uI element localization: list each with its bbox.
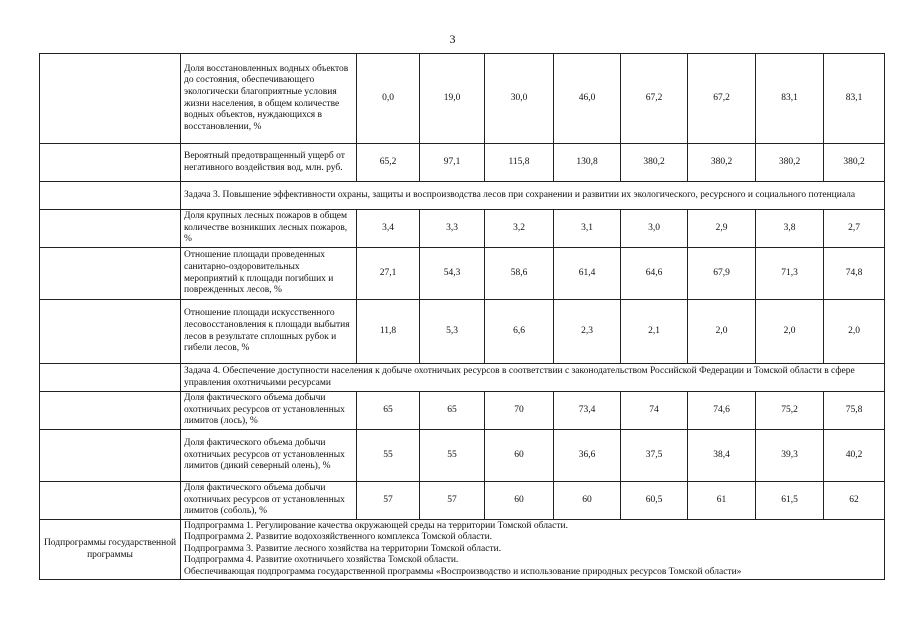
indicator-value: 2,0: [688, 300, 756, 364]
indicator-value: 62: [824, 482, 885, 520]
indicator-value: 38,4: [688, 430, 756, 482]
indicator-value: 19,0: [420, 54, 485, 144]
indicator-value: 58,6: [485, 248, 554, 300]
indicator-value: 74,6: [688, 392, 756, 430]
indicator-value: 6,6: [485, 300, 554, 364]
indicator-value: 3,2: [485, 210, 554, 248]
indicator-value: 73,4: [554, 392, 621, 430]
indicator-value: 67,9: [688, 248, 756, 300]
indicator-row: [40, 430, 885, 482]
indicator-row: [40, 144, 885, 182]
blank-section-cell: [40, 248, 181, 300]
indicator-value: 115,8: [485, 144, 554, 182]
indicator-label: Доля восстановленных водных объектов до состояния, обеспечивающего экологически благоприятные условия жизни населения, в общем количестве водных объектов, нуждающихся в восстановлении, %: [181, 54, 357, 144]
indicator-value: 3,4: [357, 210, 420, 248]
indicator-value: 3,1: [554, 210, 621, 248]
indicator-label: Отношение площади искусственного лесовосстановления к площади выбытия лесов в результате сплошных рубок и гибели лесов, %: [181, 300, 357, 364]
task-row: [40, 364, 885, 392]
subprogram-item: Подпрограмма 1. Регулирование качества окружающей среды на территории Томской области.: [184, 520, 568, 531]
indicator-value: 380,2: [621, 144, 688, 182]
indicator-value: 61,4: [554, 248, 621, 300]
indicator-value: 74: [621, 392, 688, 430]
indicator-value: 2,3: [554, 300, 621, 364]
indicators-table: [39, 53, 885, 580]
indicator-value: 61,5: [756, 482, 824, 520]
subprograms-title: Подпрограммы государственной программы: [40, 520, 181, 580]
indicator-value: 2,7: [824, 210, 885, 248]
indicator-value: 67,2: [621, 54, 688, 144]
indicator-value: 75,8: [824, 392, 885, 430]
indicator-value: 55: [357, 430, 420, 482]
indicator-row: [40, 392, 885, 430]
blank-section-cell: [40, 392, 181, 430]
indicator-value: 2,9: [688, 210, 756, 248]
indicator-value: 2,0: [824, 300, 885, 364]
indicator-row: [40, 482, 885, 520]
indicator-value: 11,8: [357, 300, 420, 364]
indicator-value: 3,0: [621, 210, 688, 248]
indicator-value: 380,2: [688, 144, 756, 182]
subprograms-list: [181, 520, 885, 580]
indicator-value: 380,2: [824, 144, 885, 182]
indicator-value: 75,2: [756, 392, 824, 430]
task-row: [40, 182, 885, 210]
indicator-value: 97,1: [420, 144, 485, 182]
indicator-value: 5,3: [420, 300, 485, 364]
indicator-row: [40, 54, 885, 144]
indicator-value: 37,5: [621, 430, 688, 482]
table-body: [40, 54, 885, 580]
task-heading: Задача 3. Повышение эффективности охраны, защиты и воспроизводства лесов при сохранении и развитии их экологического, ресурсного и социального потенциала: [181, 182, 885, 210]
indicator-value: 54,3: [420, 248, 485, 300]
indicator-value: 60: [485, 482, 554, 520]
indicator-value: 2,1: [621, 300, 688, 364]
indicator-label: Доля крупных лесных пожаров в общем количестве возникших лесных пожаров, %: [181, 210, 357, 248]
indicator-row: [40, 300, 885, 364]
subprogram-item: Обеспечивающая подпрограмма государственной программы «Воспроизводство и использование природных ресурсов Томской области»: [184, 566, 742, 577]
indicator-label: Доля фактического объема добычи охотничьих ресурсов от установленных лимитов (соболь), %: [181, 482, 357, 520]
indicator-value: 83,1: [756, 54, 824, 144]
subprogram-item: Подпрограмма 4. Развитие охотничьего хозяйства Томской области.: [184, 555, 459, 566]
indicator-label: Вероятный предотвращенный ущерб от негативного воздействия вод, млн. руб.: [181, 144, 357, 182]
blank-section-cell: [40, 144, 181, 182]
indicator-value: 71,3: [756, 248, 824, 300]
blank-section-cell: [40, 210, 181, 248]
subprograms-row: [40, 520, 885, 580]
indicator-value: 61: [688, 482, 756, 520]
indicator-value: 65: [420, 392, 485, 430]
indicator-value: 39,3: [756, 430, 824, 482]
indicator-label: Отношение площади проведенных санитарно-оздоровительных мероприятий к площади погибших и поврежденных лесов, %: [181, 248, 357, 300]
indicator-value: 67,2: [688, 54, 756, 144]
task-heading: Задача 4. Обеспечение доступности населения к добыче охотничьих ресурсов в соответствии с законодательством Российской Федерации и Томской области в сфере управления охотничьими ресурсами: [181, 364, 885, 392]
subprogram-item: Подпрограмма 3. Развитие лесного хозяйства на территории Томской области.: [184, 543, 502, 554]
indicator-value: 0,0: [357, 54, 420, 144]
indicator-value: 3,3: [420, 210, 485, 248]
indicator-value: 60: [485, 430, 554, 482]
indicator-value: 3,8: [756, 210, 824, 248]
indicator-value: 65: [357, 392, 420, 430]
indicator-value: 64,6: [621, 248, 688, 300]
indicator-value: 70: [485, 392, 554, 430]
indicator-value: 83,1: [824, 54, 885, 144]
indicator-value: 36,6: [554, 430, 621, 482]
subprogram-item: Подпрограмма 2. Развитие водохозяйственного комплекса Томской области.: [184, 532, 493, 543]
indicator-value: 130,8: [554, 144, 621, 182]
indicator-row: [40, 210, 885, 248]
page-number: 3: [449, 32, 456, 46]
blank-section-cell: [40, 300, 181, 364]
indicator-label: Доля фактического объема добычи охотничьих ресурсов от установленных лимитов (дикий северный олень), %: [181, 430, 357, 482]
blank-section-cell: [40, 54, 181, 144]
indicator-value: 60,5: [621, 482, 688, 520]
blank-section-cell: [40, 430, 181, 482]
indicator-value: 65,2: [357, 144, 420, 182]
indicator-value: 380,2: [756, 144, 824, 182]
indicator-value: 40,2: [824, 430, 885, 482]
indicator-value: 57: [420, 482, 485, 520]
indicator-value: 27,1: [357, 248, 420, 300]
indicator-value: 60: [554, 482, 621, 520]
blank-section-cell: [40, 182, 181, 210]
indicator-label: Доля фактического объема добычи охотничьих ресурсов от установленных лимитов (лось), %: [181, 392, 357, 430]
indicator-value: 55: [420, 430, 485, 482]
blank-section-cell: [40, 482, 181, 520]
indicator-value: 30,0: [485, 54, 554, 144]
blank-section-cell: [40, 364, 181, 392]
indicator-value: 46,0: [554, 54, 621, 144]
indicator-value: 57: [357, 482, 420, 520]
indicator-value: 74,8: [824, 248, 885, 300]
indicator-row: [40, 248, 885, 300]
indicator-value: 2,0: [756, 300, 824, 364]
